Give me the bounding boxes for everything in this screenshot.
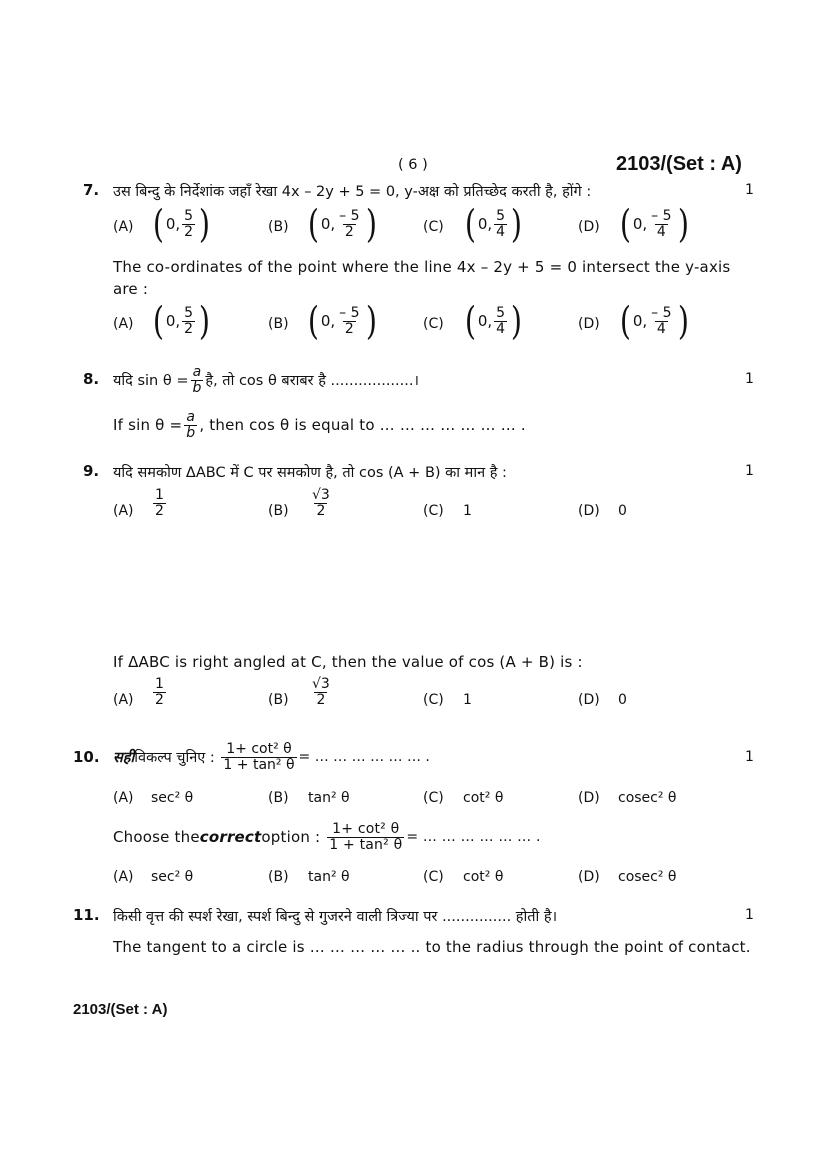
question-number: 10.: [73, 748, 100, 766]
option-label: (A): [113, 316, 134, 332]
question-text-english: Choose the correct option : $\frac{\text{1+ cot² θ}}{\text{1 + tan² θ}}$ = … … … … … … .: [113, 820, 541, 853]
options-row: [113, 677, 733, 723]
option-label: (C): [423, 316, 444, 332]
question-number: 7.: [83, 181, 100, 199]
options-row: [113, 202, 733, 251]
options-row: [113, 299, 733, 348]
option-value: cot² θ: [463, 790, 504, 806]
question-text-english-cont: are :: [113, 280, 149, 298]
option-label: (C): [423, 219, 444, 235]
option-label: (D): [578, 869, 600, 885]
paper-code: 2103/(Set : A): [616, 153, 742, 175]
question-text-english: The tangent to a circle is … … … … … .. to the radius through the point of contact.: [113, 938, 751, 956]
option-value: $\frac{√3}{2}$: [312, 487, 330, 519]
option-value: ( 0, $\frac{- 5}{4}$ ): [619, 299, 689, 343]
option-value: ( 0, $\frac{- 5}{4}$ ): [619, 202, 689, 246]
option-label: (B): [268, 790, 289, 806]
option-label: (C): [423, 869, 444, 885]
option-label: (A): [113, 692, 134, 708]
question-number: 11.: [73, 906, 100, 924]
question-number: 9.: [83, 462, 100, 480]
option-value: ( 0, $\frac{5}{2}$ ): [152, 299, 211, 343]
option-value: ( 0, $\frac{- 5}{2}$ ): [307, 202, 377, 246]
question-text-english: If sin θ = $\frac{a}{b}$ , then cos θ is equal to … … … … … … … .: [113, 408, 526, 441]
option-label: (D): [578, 503, 600, 519]
option-label: (B): [268, 219, 289, 235]
option-label: (C): [423, 692, 444, 708]
option-value: ( 0, $\frac{- 5}{2}$ ): [307, 299, 377, 343]
option-label: (D): [578, 316, 600, 332]
question-text-hindi: सही विकल्प चुनिए : $\frac{\text{1+ cot² θ}}{\text{1 + tan² θ}}$ = … … … … … … .: [113, 740, 430, 773]
options-row: [113, 488, 733, 534]
question-marks: 1: [745, 182, 754, 198]
option-value: tan² θ: [308, 869, 350, 885]
options-row: [113, 869, 733, 889]
option-value: cosec² θ: [618, 790, 677, 806]
question-marks: 1: [745, 907, 754, 923]
option-value: 0: [618, 503, 627, 519]
option-label: (B): [268, 503, 289, 519]
question-text-english: The co-ordinates of the point where the line 4x – 2y + 5 = 0 intersect the y-axis: [113, 258, 731, 276]
option-value: sec² θ: [151, 869, 194, 885]
option-label: (A): [113, 790, 134, 806]
question-number: 8.: [83, 370, 100, 388]
option-label: (B): [268, 316, 289, 332]
option-value: cosec² θ: [618, 869, 677, 885]
option-label: (A): [113, 219, 134, 235]
option-value: 1: [463, 503, 472, 519]
option-value: ( 0, $\frac{5}{4}$ ): [464, 202, 523, 246]
question-text-hindi: उस बिन्दु के निर्देशांक जहाँ रेखा 4x – 2y + 5 = 0, y-अक्ष को प्रतिच्छेद करती है, होंगे :: [113, 184, 592, 200]
option-label: (C): [423, 790, 444, 806]
option-value: $\frac{1}{2}$: [155, 487, 164, 519]
page-number: ( 6 ): [398, 157, 428, 173]
option-value: $\frac{1}{2}$: [155, 676, 164, 708]
footer-paper-code: 2103/(Set : A): [73, 1001, 168, 1018]
option-label: (A): [113, 503, 134, 519]
option-label: (D): [578, 692, 600, 708]
option-value: 0: [618, 692, 627, 708]
question-text-english: If ΔABC is right angled at C, then the value of cos (A + B) is :: [113, 653, 583, 671]
option-label: (D): [578, 219, 600, 235]
option-value: ( 0, $\frac{5}{4}$ ): [464, 299, 523, 343]
option-value: tan² θ: [308, 790, 350, 806]
option-value: 1: [463, 692, 472, 708]
option-value: ( 0, $\frac{5}{2}$ ): [152, 202, 211, 246]
option-value: cot² θ: [463, 869, 504, 885]
option-value: sec² θ: [151, 790, 194, 806]
question-marks: 1: [745, 371, 754, 387]
question-text-hindi: किसी वृत्त की स्पर्श रेखा, स्पर्श बिन्दु से गुजरने वाली त्रिज्या पर ............... होती है।: [113, 909, 558, 925]
option-label: (A): [113, 869, 134, 885]
option-label: (C): [423, 503, 444, 519]
option-label: (B): [268, 692, 289, 708]
option-value: $\frac{√3}{2}$: [312, 676, 330, 708]
question-marks: 1: [745, 463, 754, 479]
question-marks: 1: [745, 749, 754, 765]
option-label: (B): [268, 869, 289, 885]
question-text-hindi: यदि sin θ = $\frac{a}{b}$ है, तो cos θ बराबर है ..................।: [113, 363, 419, 396]
options-row: [113, 790, 733, 810]
question-text-hindi: यदि समकोण ΔABC में C पर समकोण है, तो cos (A + B) का मान है :: [113, 465, 507, 481]
option-label: (D): [578, 790, 600, 806]
